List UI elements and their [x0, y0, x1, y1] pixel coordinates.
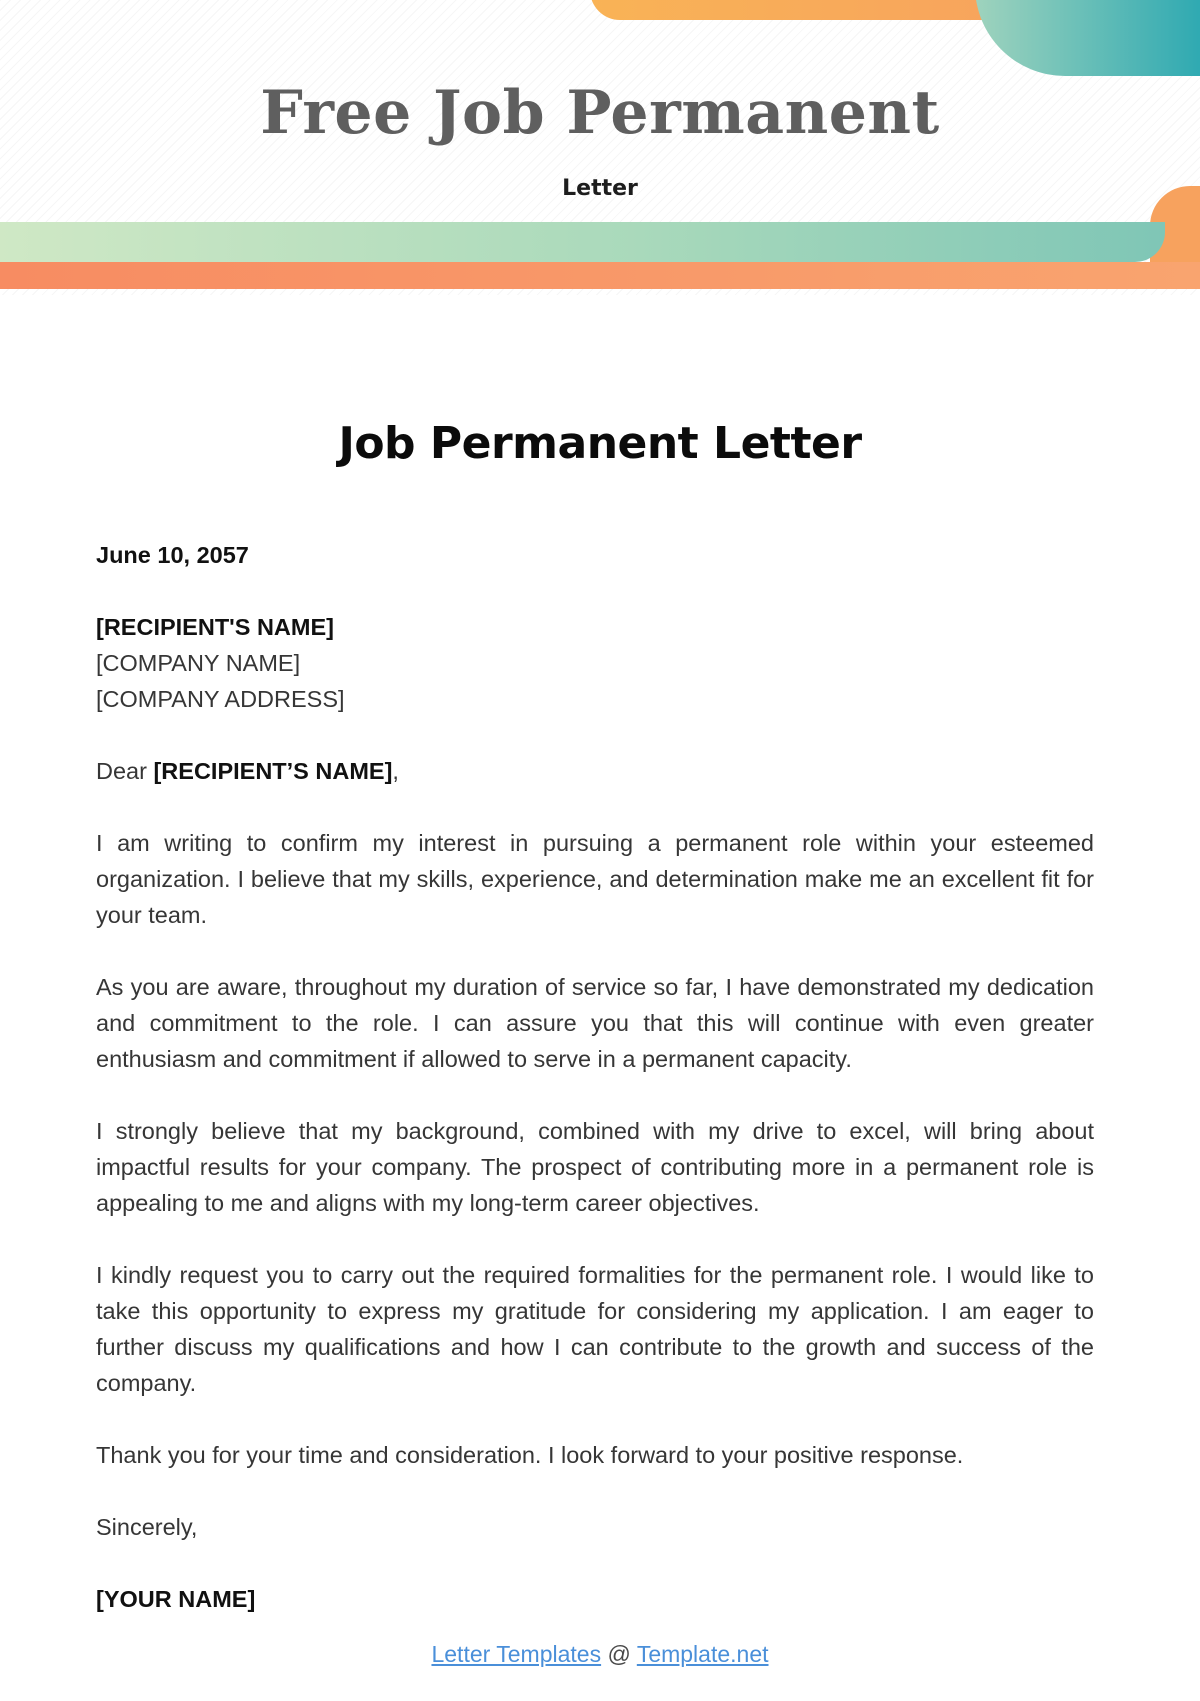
- body-paragraph: I kindly request you to carry out the required formalities for the permanent role. I would like to take this opportunity to express my gratitude for considering my application. I am eager to further discuss my qualifications and how I can contribute to the growth and success of the company.: [96, 1262, 1094, 1396]
- body-paragraph: As you are aware, throughout my duration of service so far, I have demonstrated my dedication and commitment to the role. I can assure you that this will continue with even greater enthusiasm and commitment if allowed to serve in a permanent capacity.: [96, 974, 1094, 1072]
- signature-name: [YOUR NAME]: [96, 1586, 256, 1612]
- recipient-company: [COMPANY NAME]: [96, 650, 301, 676]
- recipient-address: [COMPANY ADDRESS]: [96, 686, 345, 712]
- header-banner: [0, 0, 1200, 295]
- salutation: [96, 753, 1094, 789]
- letter-templates-link[interactable]: Letter Templates: [431, 1641, 602, 1667]
- recipient-block: [96, 609, 1094, 717]
- letter-date: June 10, 2057: [96, 542, 249, 568]
- footer-separator: @: [601, 1641, 637, 1667]
- letter-body: [96, 537, 1094, 1653]
- header-title: Free Job Permanent: [260, 78, 940, 148]
- decorative-orange-band: [0, 262, 1200, 289]
- salutation-name: [RECIPIENT’S NAME]: [153, 758, 393, 784]
- salutation-prefix: Dear: [96, 758, 154, 784]
- header-subtitle: Letter: [562, 176, 638, 201]
- document-title: Job Permanent Letter: [338, 418, 862, 469]
- body-paragraph: I strongly believe that my background, combined with my drive to excel, will bring about impactful results for your company. The prospect of contributing more in a permanent role is appealing to me and aligns with my long-term career objectives.: [96, 1118, 1094, 1216]
- template-net-link[interactable]: Template.net: [636, 1641, 769, 1667]
- closing: Sincerely,: [96, 1514, 198, 1540]
- footer-credit: [0, 1641, 1200, 1668]
- recipient-name: [RECIPIENT'S NAME]: [96, 614, 334, 640]
- body-paragraph: I am writing to confirm my interest in pursuing a permanent role within your esteemed organization. I believe that my skills, experience, and determination make me an excellent fit for your team.: [96, 830, 1094, 928]
- decorative-green-band: [0, 222, 1165, 262]
- salutation-suffix: ,: [392, 758, 399, 784]
- decorative-teal-shape: [975, 0, 1200, 76]
- body-paragraph: Thank you for your time and consideration. I look forward to your positive response.: [96, 1442, 964, 1468]
